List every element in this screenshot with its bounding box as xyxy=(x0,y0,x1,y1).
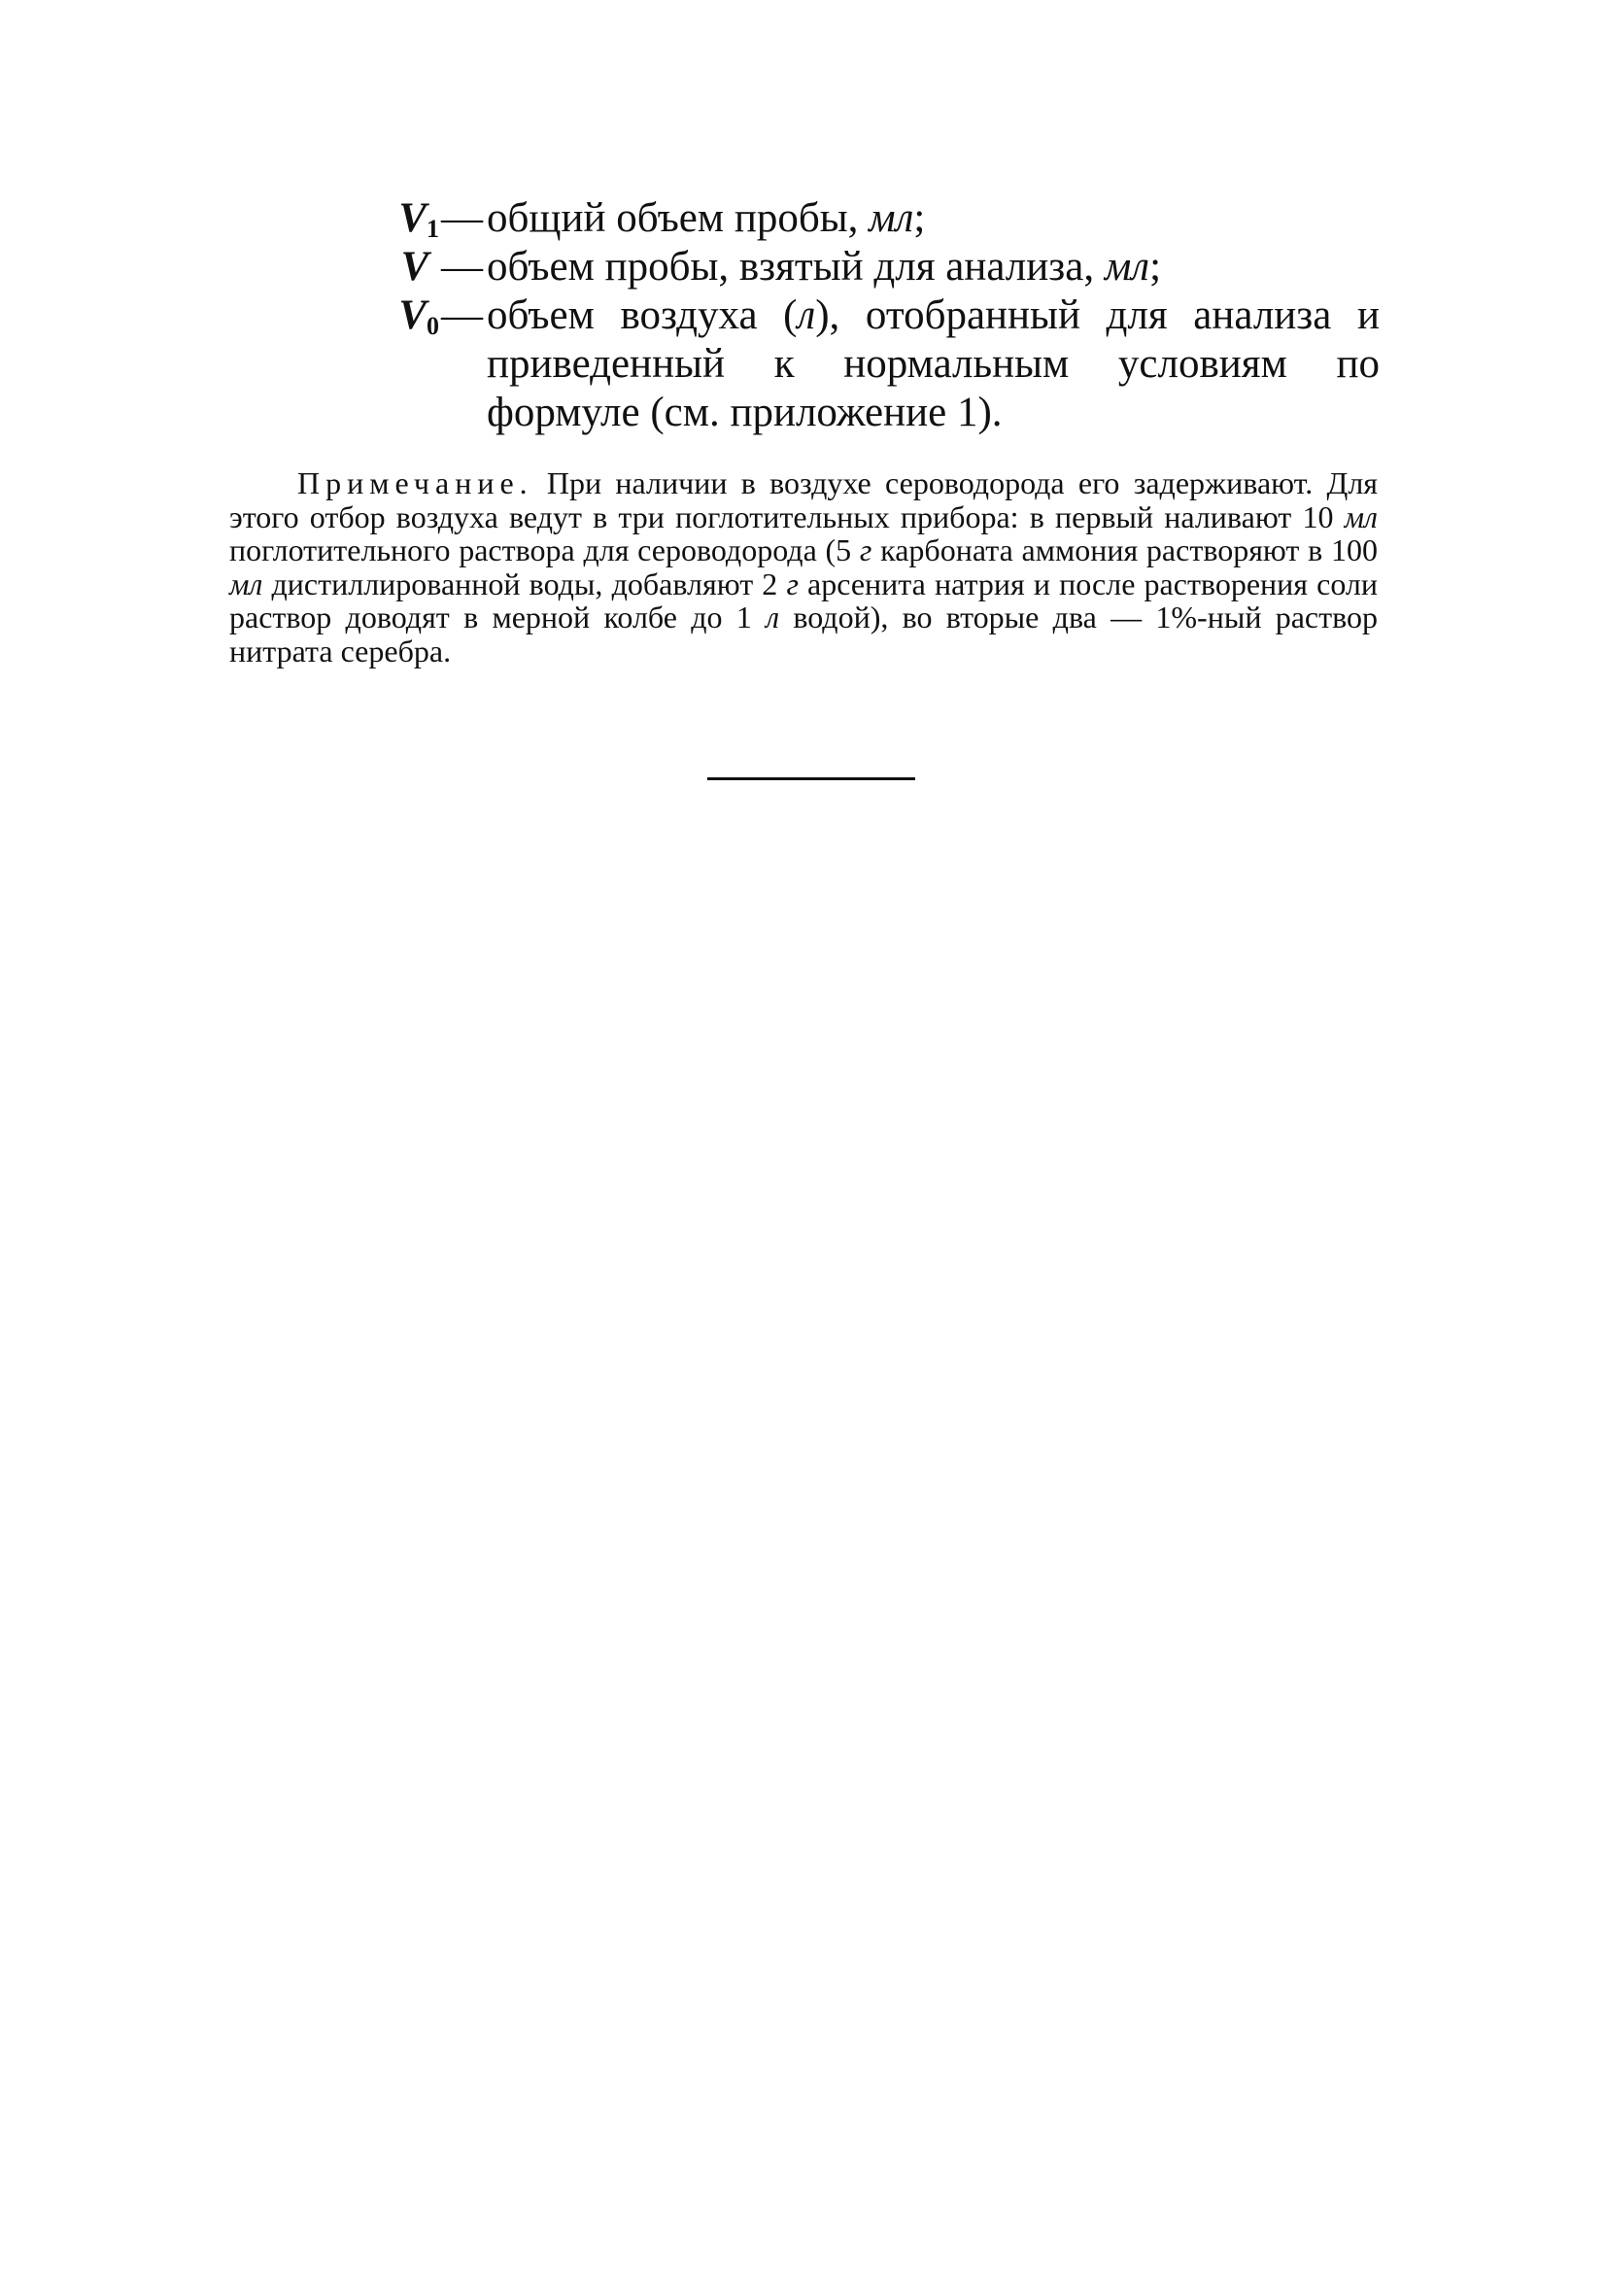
unit: мл xyxy=(869,195,914,241)
note-text: дистиллированной воды, добавляют 2 xyxy=(262,565,787,601)
symbol-v0 xyxy=(330,291,439,340)
definition-v0 xyxy=(330,291,1380,437)
section-separator-rule xyxy=(707,777,915,780)
symbol-v xyxy=(330,243,439,291)
note-paragraph xyxy=(229,466,1378,668)
unit: мл xyxy=(1344,498,1378,534)
definition-tail: ; xyxy=(913,195,926,241)
unit: л xyxy=(766,600,780,634)
definition-v1 xyxy=(330,194,1380,243)
unit: г xyxy=(786,565,799,601)
definition-text xyxy=(487,291,1380,437)
note-text: карбоната аммония растворяют в 100 xyxy=(871,532,1378,567)
symbol-letter: V xyxy=(398,292,427,338)
definition-v xyxy=(330,243,1380,291)
symbol-v1 xyxy=(330,194,439,243)
note-text: При наличии в воздухе сероводорода его задерживают. Для этого отбор воздуха ведут в три поглотительных прибора: в первый наливают 10 xyxy=(229,465,1378,534)
symbol-subscript: 1 xyxy=(427,215,439,243)
unit: мл xyxy=(229,565,263,601)
definition-dash: — xyxy=(441,244,483,290)
definition-dash: — xyxy=(441,292,483,338)
definition-dash: — xyxy=(441,195,483,241)
definition-body: общий объем пробы, xyxy=(487,195,870,241)
unit: л xyxy=(797,292,816,338)
symbol-letter: V xyxy=(400,244,429,290)
definition-body-continued: ), отобранный для анализа и приведенный к нормальным условиям по формуле (см. приложение 1). xyxy=(487,292,1380,435)
definition-text xyxy=(487,243,1380,291)
symbol-letter: V xyxy=(398,195,427,241)
unit: мл xyxy=(1104,244,1150,290)
definition-body: объем воздуха ( xyxy=(487,292,798,338)
definition-tail: ; xyxy=(1149,244,1162,290)
note-text: поглотительного раствора для сероводорода (5 xyxy=(229,532,860,567)
definition-text xyxy=(487,194,1380,243)
note-text: арсенита натрия и после растворения соли раствор доводят в мерной колбе до 1 xyxy=(229,565,1379,634)
note-text: водой), во вторые два — 1%-ный раствор нитрата серебра. xyxy=(229,600,1379,668)
unit: г xyxy=(859,532,872,567)
variable-definitions xyxy=(330,194,1380,437)
note-label: Примечание. xyxy=(297,465,533,500)
definition-body: объем пробы, взятый для анализа, xyxy=(487,244,1105,290)
symbol-subscript: 0 xyxy=(427,312,439,340)
